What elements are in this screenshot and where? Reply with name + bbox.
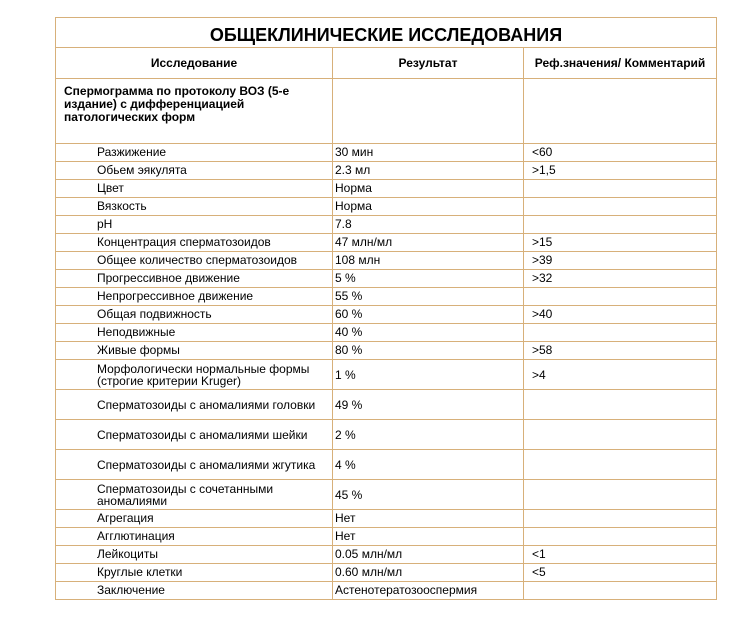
test-result: 2 % — [333, 420, 524, 450]
test-reference — [524, 288, 717, 306]
test-name: Лейкоциты — [56, 546, 333, 564]
test-name: Живые формы — [56, 342, 333, 360]
test-result: 7.8 — [333, 216, 524, 234]
test-result: Норма — [333, 180, 524, 198]
test-reference — [524, 420, 717, 450]
test-result: Норма — [333, 198, 524, 216]
test-name: Агрегация — [56, 510, 333, 528]
lab-results-table — [55, 17, 717, 600]
test-reference — [524, 582, 717, 600]
table-row — [56, 270, 717, 288]
test-name: Разжижение — [56, 144, 333, 162]
test-result: 49 % — [333, 390, 524, 420]
test-name: Вязкость — [56, 198, 333, 216]
report-title: ОБЩЕКЛИНИЧЕСКИЕ ИССЛЕДОВАНИЯ — [56, 18, 717, 48]
table-row — [56, 144, 717, 162]
test-reference: >32 — [524, 270, 717, 288]
table-row — [56, 288, 717, 306]
test-reference: >39 — [524, 252, 717, 270]
test-result: 80 % — [333, 342, 524, 360]
test-result: 30 мин — [333, 144, 524, 162]
test-result: 4 % — [333, 450, 524, 480]
test-name: Общая подвижность — [56, 306, 333, 324]
test-name: pH — [56, 216, 333, 234]
section-row — [56, 79, 717, 144]
test-reference: >15 — [524, 234, 717, 252]
table-row — [56, 198, 717, 216]
test-name: Сперматозоиды с аномалиями шейки — [56, 420, 333, 450]
test-reference: >1,5 — [524, 162, 717, 180]
test-reference — [524, 216, 717, 234]
table-row — [56, 180, 717, 198]
title-row — [56, 18, 717, 48]
section-title: Спермограмма по протоколу ВОЗ (5-е издание) с дифференциацией патологических форм — [56, 79, 333, 144]
test-reference: >40 — [524, 306, 717, 324]
test-result: 55 % — [333, 288, 524, 306]
test-name: Неподвижные — [56, 324, 333, 342]
test-result: 5 % — [333, 270, 524, 288]
test-name: Агглютинация — [56, 528, 333, 546]
test-reference: <60 — [524, 144, 717, 162]
test-name: Цвет — [56, 180, 333, 198]
test-reference: <5 — [524, 564, 717, 582]
table-row — [56, 324, 717, 342]
table-row — [56, 342, 717, 360]
table-row — [56, 450, 717, 480]
test-name: Круглые клетки — [56, 564, 333, 582]
test-result: 40 % — [333, 324, 524, 342]
table-row — [56, 306, 717, 324]
test-reference — [524, 450, 717, 480]
test-name: Заключение — [56, 582, 333, 600]
header-row — [56, 48, 717, 79]
test-reference — [524, 528, 717, 546]
test-name: Непрогрессивное движение — [56, 288, 333, 306]
test-result: 108 млн — [333, 252, 524, 270]
test-name: Обьем эякулята — [56, 162, 333, 180]
table-row — [56, 564, 717, 582]
test-name: Сперматозоиды с аномалиями головки — [56, 390, 333, 420]
section-result-empty — [333, 79, 524, 144]
test-result: 0.60 млн/мл — [333, 564, 524, 582]
test-name: Сперматозоиды с сочетанными аномалиями — [56, 480, 333, 510]
test-reference — [524, 180, 717, 198]
test-reference — [524, 390, 717, 420]
table-row — [56, 480, 717, 510]
table-row — [56, 162, 717, 180]
test-result: Астенотератозооспермия — [333, 582, 524, 600]
table-row — [56, 582, 717, 600]
test-reference: >4 — [524, 360, 717, 390]
test-result: Нет — [333, 510, 524, 528]
table-row — [56, 546, 717, 564]
test-result: 2.3 мл — [333, 162, 524, 180]
test-reference: <1 — [524, 546, 717, 564]
table-row — [56, 360, 717, 390]
test-reference — [524, 510, 717, 528]
table-row — [56, 528, 717, 546]
test-name: Концентрация сперматозоидов — [56, 234, 333, 252]
test-name: Сперматозоиды с аномалиями жгутика — [56, 450, 333, 480]
table-row — [56, 216, 717, 234]
table-row — [56, 510, 717, 528]
test-name: Морфологически нормальные формы (строгие критерии Kruger) — [56, 360, 333, 390]
test-result: 1 % — [333, 360, 524, 390]
test-result: 0.05 млн/мл — [333, 546, 524, 564]
test-result: 47 млн/мл — [333, 234, 524, 252]
table-row — [56, 252, 717, 270]
test-result: 45 % — [333, 480, 524, 510]
test-name: Прогрессивное движение — [56, 270, 333, 288]
section-ref-empty — [524, 79, 717, 144]
test-reference: >58 — [524, 342, 717, 360]
test-reference — [524, 324, 717, 342]
table-row — [56, 420, 717, 450]
test-name: Общее количество сперматозоидов — [56, 252, 333, 270]
column-header-result: Результат — [333, 48, 524, 79]
table-row — [56, 390, 717, 420]
table-row — [56, 234, 717, 252]
test-result: Нет — [333, 528, 524, 546]
column-header-reference: Реф.значения/ Комментарий — [524, 48, 717, 79]
test-reference — [524, 198, 717, 216]
test-result: 60 % — [333, 306, 524, 324]
column-header-test: Исследование — [56, 48, 333, 79]
test-reference — [524, 480, 717, 510]
